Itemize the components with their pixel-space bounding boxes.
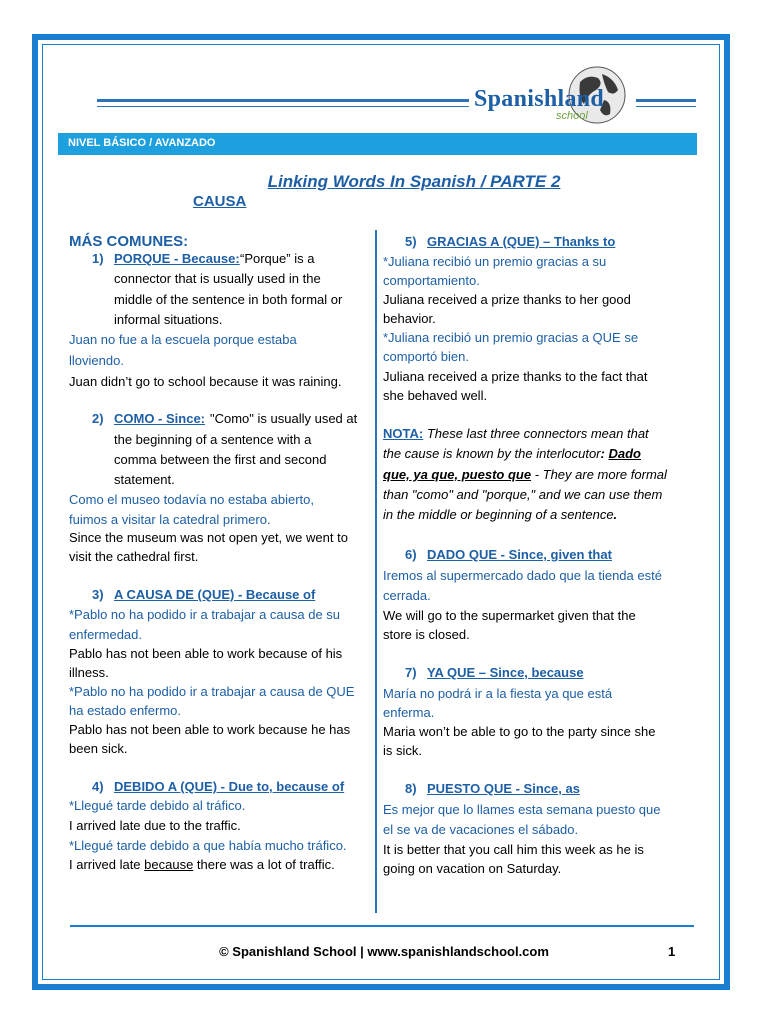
header-rule-left [97,99,469,102]
text-part: there was a lot of traffic. [193,857,335,872]
spanish-example: *Pablo no ha podido ir a trabajar a causa de QUE [69,684,355,699]
english-example: We will go to the supermarket given that the [383,608,636,623]
spanish-example: *Llegué tarde debido al tráfico. [69,798,246,813]
spanish-example: *Pablo no ha podido ir a trabajar a causa de su [69,607,341,622]
item-number: 5) [405,234,417,249]
item-number: 4) [92,779,104,794]
header-rule-right [636,99,696,102]
note-text: in the middle or beginning of a sentence [383,507,614,522]
note-line [383,505,617,525]
spanish-example: comportó bien. [383,349,469,364]
spanish-example: cerrada. [383,588,431,603]
note-text: : [600,446,609,461]
item-description: middle of the sentence in both formal or [114,292,343,307]
spanish-example: María no podrá ir a la fiesta ya que está [383,686,613,701]
note-label: NOTA: [383,426,424,441]
english-example [69,855,335,875]
spanish-example: Juan no fue a la escuela porque estaba [69,332,297,347]
note-line: than "como" and "porque," and we can use them [383,487,663,502]
english-example: Since the museum was not open yet, we went to [69,530,348,545]
item-heading: YA QUE – Since, because [427,665,584,680]
english-example: visit the cathedral first. [69,549,199,564]
spanish-example: enfermedad. [69,627,142,642]
item-heading: GRACIAS A (QUE) – Thanks to [427,234,616,249]
text-part: I arrived late [69,857,145,872]
english-example: It is better that you call him this week as he is [383,842,644,857]
page-number: 1 [668,944,676,959]
note-text: . [613,507,618,522]
spanish-example: *Llegué tarde debido a que había mucho tráfico. [69,838,347,853]
spanish-example: Iremos al supermercado dado que la tienda esté [383,568,662,583]
item-description: comma between the first and second [114,452,327,467]
spanish-example: *Juliana recibió un premio gracias a su [383,254,607,269]
item-number: 2) [92,411,104,426]
item-number: 8) [405,781,417,796]
item-description: statement. [114,472,175,487]
item-description: connector that is usually used in the [114,271,321,286]
english-example: Juan didn’t go to school because it was raining. [69,374,342,389]
english-example: store is closed. [383,627,470,642]
item-heading: PUESTO QUE - Since, as [427,781,580,796]
column-divider [375,230,377,913]
logo-subtitle: school [556,110,588,122]
item-heading: COMO - Since: [114,411,206,426]
section-heading: CAUSA [193,193,247,210]
note-line [383,424,649,444]
note-line [383,444,641,464]
english-example: Pablo has not been able to work because of his [69,646,343,661]
item-heading: A CAUSA DE (QUE) - Because of [114,587,316,602]
english-example: been sick. [69,741,128,756]
note-line [383,465,667,485]
item-number: 7) [405,665,417,680]
mas-comunes-heading: MÁS COMUNES: [69,233,189,250]
spanish-example: enferma. [383,705,435,720]
spanish-example: Es mejor que lo llames esta semana puesto que [383,802,661,817]
note-emphasis: Dado [608,446,641,461]
footer-rule [70,925,694,927]
item-number: 6) [405,547,417,562]
spanish-example: fuimos a visitar la catedral primero. [69,512,271,527]
item-heading: PORQUE - Because: [114,251,240,266]
english-example: Maria won’t be able to go to the party since she [383,724,656,739]
item-number: 1) [92,251,104,266]
spanish-example: comportamiento. [383,273,480,288]
note-emphasis: que, ya que, puesto que [383,467,532,482]
logo-wordmark: Spanishland [474,86,605,112]
note-text: the cause is known by the interlocutor [383,446,601,461]
english-example: going on vacation on Saturday. [383,861,562,876]
spanish-example: el se va de vacaciones el sábado. [383,822,579,837]
item-heading: DEBIDO A (QUE) - Due to, because of [114,779,345,794]
english-example: I arrived late due to the traffic. [69,818,241,833]
item-description: informal situations. [114,312,223,327]
spanish-example: lloviendo. [69,353,124,368]
english-example: is sick. [383,743,422,758]
item-description: "Como" is usually used at [210,411,358,426]
item-description: the beginning of a sentence with a [114,432,312,447]
footer-text: © Spanishland School | www.spanishlandschool.com [219,944,549,959]
page-title: Linking Words In Spanish / PARTE 2 [267,172,561,191]
note-text: - They are more formal [531,467,667,482]
spanish-example: ha estado enfermo. [69,703,182,718]
note-text: These last three connectors mean that [423,426,649,441]
english-example: Juliana received a prize thanks to her good [383,292,631,307]
level-banner [58,133,697,155]
spanish-example: *Juliana recibió un premio gracias a QUE se [383,330,639,345]
header-rule-left-2 [97,106,469,107]
spanish-example: Como el museo todavía no estaba abierto, [69,492,314,507]
item-description: “Porque” is a [240,251,315,266]
item-heading: DADO QUE - Since, given that [427,547,612,562]
header-rule-right-2 [636,106,696,107]
english-example: Juliana received a prize thanks to the fact that [383,369,648,384]
item-number: 3) [92,587,104,602]
english-example: she behaved well. [383,388,488,403]
underlined-word: because [144,857,194,872]
english-example: Pablo has not been able to work because he has [69,722,351,737]
level-label: NIVEL BÁSICO / AVANZADO [68,137,216,149]
english-example: illness. [69,665,109,680]
english-example: behavior. [383,311,436,326]
